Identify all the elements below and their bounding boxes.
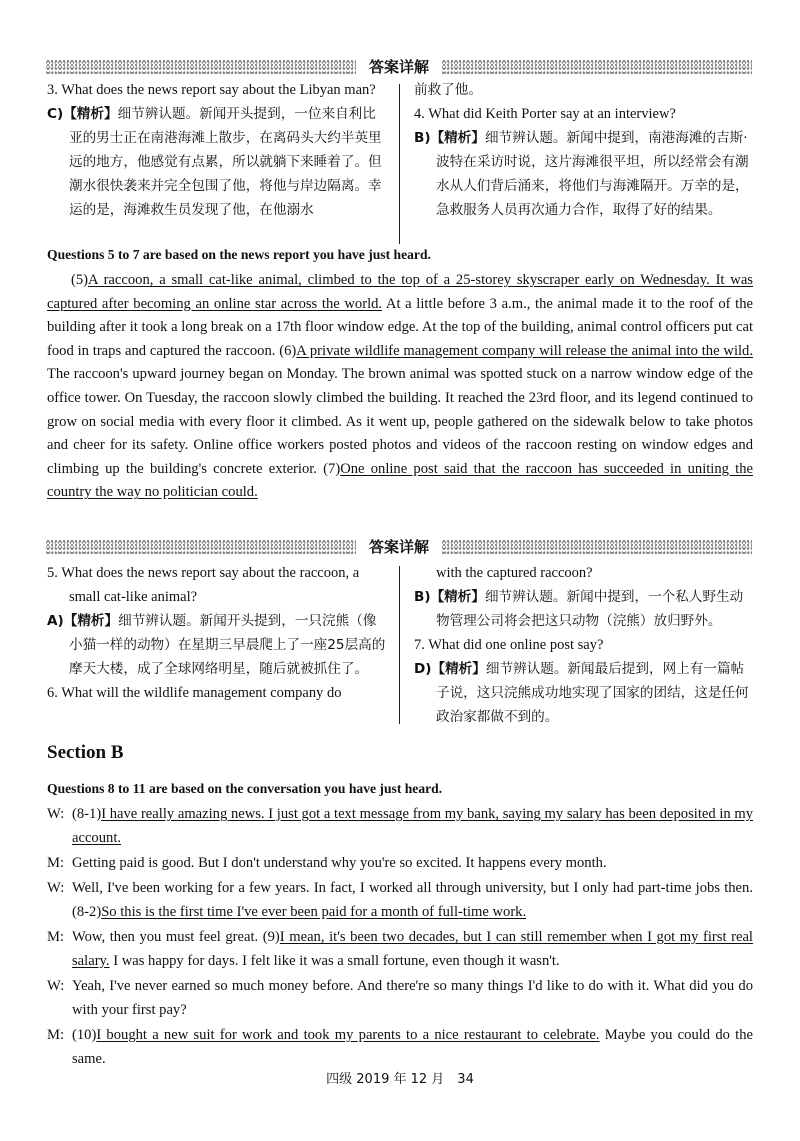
answer-6-letter: B): [414, 589, 431, 605]
speaker-label: W:: [47, 806, 65, 822]
answer-6-tag: 【精析】: [430, 589, 485, 605]
marker-7: (7): [323, 460, 341, 477]
key-sentence-10: I bought a new suit for work and took my parents to a nice restaurant to celebrate.: [96, 1027, 600, 1043]
question-6: 6. What will the wildlife management company do: [47, 685, 342, 701]
key-sentence-7: One online post said that the raccoon has succeeded in uniting the country the way no politician could.: [47, 460, 753, 501]
speaker-label: M:: [47, 1027, 65, 1043]
answer-3-continuation: 前救了他。: [414, 82, 482, 98]
page-footer: 四级 2019 年 12 月 34: [326, 1072, 474, 1087]
answer-explanation-banner-middle: [46, 536, 752, 558]
answer-5-tag: 【精析】: [63, 613, 119, 629]
banner-pattern-left: [46, 59, 356, 75]
banner-pattern-right: [442, 59, 752, 75]
answer-4-tag: 【精析】: [430, 130, 485, 146]
key-sentence-8-2: So this is the first time I've ever been paid for a month of full-time work.: [101, 904, 527, 920]
dialogue-turn-6: [47, 1023, 753, 1071]
middle-right-column: [414, 561, 752, 729]
answer-3-text: 细节辨认题。新闻开头提到，一位来自利比亚的男士正在南港海滩上散步，在离码头大约半英里远的地方，他感觉有点累，所以就躺下来睡着了。但潮水很快袭来并完全包围了他，将他与岸边隔离。幸运的是，海滩救生员发现了他，在他溺水: [69, 106, 382, 218]
dialogue-turn-5: [47, 974, 753, 1022]
top-left-column: [47, 78, 389, 222]
dialogue-turn-4: [47, 925, 753, 973]
marker-8-1: (8-1): [72, 806, 102, 822]
marker-10: (10): [72, 1027, 97, 1043]
speaker-label: W:: [47, 880, 65, 896]
question-6-continuation: with the captured raccoon?: [436, 565, 593, 581]
banner-title: 答案详解: [368, 538, 429, 556]
marker-5: (5): [71, 272, 89, 288]
answer-5-text: 细节辨认题。新闻开头提到，一只浣熊（像小猫一样的动物）在星期三早晨爬上了一座25层高的摩天大楼，成了全球网络明星，随后就被抓住了。: [69, 613, 386, 677]
answer-4-letter: B): [414, 130, 431, 146]
turn-text: Wow, then you must feel great.: [72, 929, 263, 945]
answer-6-text: 细节辨认题。新闻中提到，一个私人野生动物管理公司将会把这只动物（浣熊）放归野外。: [436, 589, 744, 629]
section-b-heading: Section B: [47, 742, 124, 763]
marker-9: (9): [262, 929, 280, 945]
answer-7-text: 细节辨认题。新闻最后提到，网上有一篇帖子说，这只浣熊成功地实现了国家的团结，这是任何政治家都做不到的。: [436, 661, 749, 725]
turn-text-after: I was happy for days. I felt like it was a small fortune, even though it wasn't.: [109, 953, 560, 969]
answer-4: [414, 126, 752, 222]
news-text-2: The raccoon's upward journey began on Monday. The brown animal was spotted stuck on a narrow window edge of the office tower. On Tuesday, the raccoon slowly climbed the building. It reached the 23rd floor, and its legend continued to grow on social media with every floor it climbed. As it went up, people gathered on the sidewalk below to take photos and cheer for its safety. Online office workers posted photos and videos of the raccoon resting on window edges and climbing up the building's concrete exterior.: [47, 366, 753, 477]
column-divider-middle: [399, 566, 400, 724]
banner-title: 答案详解: [368, 58, 429, 76]
question-7: 7. What did one online post say?: [414, 637, 604, 653]
answer-7: [414, 657, 752, 729]
speaker-label: W:: [47, 978, 65, 994]
question-3: 3. What does the news report say about the Libyan man?: [47, 82, 376, 98]
questions-5-7-header: Questions 5 to 7 are based on the news report you have just heard.: [47, 247, 431, 262]
top-right-column: [414, 78, 752, 222]
conversation-transcript: [47, 802, 753, 1072]
turn-text: Well, I've been working for a few years. In fact, I worked all through university, but I only had part-time jobs then.: [72, 880, 753, 896]
speaker-label: M:: [47, 929, 65, 945]
column-divider-top: [399, 84, 400, 244]
banner-pattern-right: [442, 539, 752, 555]
speaker-label: M:: [47, 855, 65, 871]
answer-3-letter: C): [47, 106, 64, 122]
answer-7-tag: 【精析】: [431, 661, 486, 677]
dialogue-turn-2: [47, 851, 753, 875]
key-sentence-8-1: I have really amazing news. I just got a text message from my bank, saying my salary has been deposited in my account.: [72, 806, 753, 846]
turn-text: Yeah, I've never earned so much money before. And there're so many things I'd like to do with it. What did you do with your first pay?: [72, 978, 753, 1018]
answer-6: [414, 585, 752, 633]
key-sentence-5: A raccoon, a small cat-like animal, climbed to the top of a 25-storey skyscraper early on Wednesday. It was captured after becoming an online star across the world.: [47, 272, 753, 312]
answer-7-letter: D): [414, 661, 432, 677]
key-sentence-9: I mean, it's been two decades, but I can still remember when I got my first real salary.: [72, 929, 753, 969]
turn-text-after: Maybe you could do the same.: [72, 1027, 753, 1067]
answer-5-letter: A): [47, 613, 64, 629]
middle-left-column: [47, 561, 389, 705]
question-4: 4. What did Keith Porter say at an interview?: [414, 106, 676, 122]
question-5: 5. What does the news report say about the raccoon, a small cat-like animal?: [47, 565, 360, 605]
answer-4-text: 细节辨认题。新闻中提到，南港海滩的吉斯·波特在采访时说，这片海滩很平坦，所以经常会有潮水从人们背后涌来，将他们与海滩隔开。万幸的是，急救服务人员再次通力合作，取得了好的结果。: [436, 130, 749, 218]
banner-pattern-left: [46, 539, 356, 555]
questions-8-11-header: Questions 8 to 11 are based on the conversation you have just heard.: [47, 781, 443, 796]
turn-text: Getting paid is good. But I don't understand why you're so excited. It happens every month.: [72, 855, 607, 871]
dialogue-turn-1: [47, 802, 753, 850]
answer-3-tag: 【精析】: [63, 106, 118, 122]
news-report-transcript: [47, 269, 753, 505]
answer-3: [47, 102, 389, 222]
key-sentence-6: A private wildlife management company will release the animal into the wild.: [296, 342, 754, 359]
marker-8-2: (8-2): [72, 904, 102, 920]
answer-explanation-banner-top: [46, 56, 752, 78]
dialogue-turn-3: [47, 876, 753, 924]
answer-5: [47, 609, 389, 681]
marker-6: (6): [279, 342, 297, 359]
news-text-1: At a little before 3 a.m., the animal made it to the roof of the building after it took a long break on a 17th floor window edge. At the top of the building, animal control officers put cat food in traps and captured the raccoon.: [47, 295, 753, 359]
